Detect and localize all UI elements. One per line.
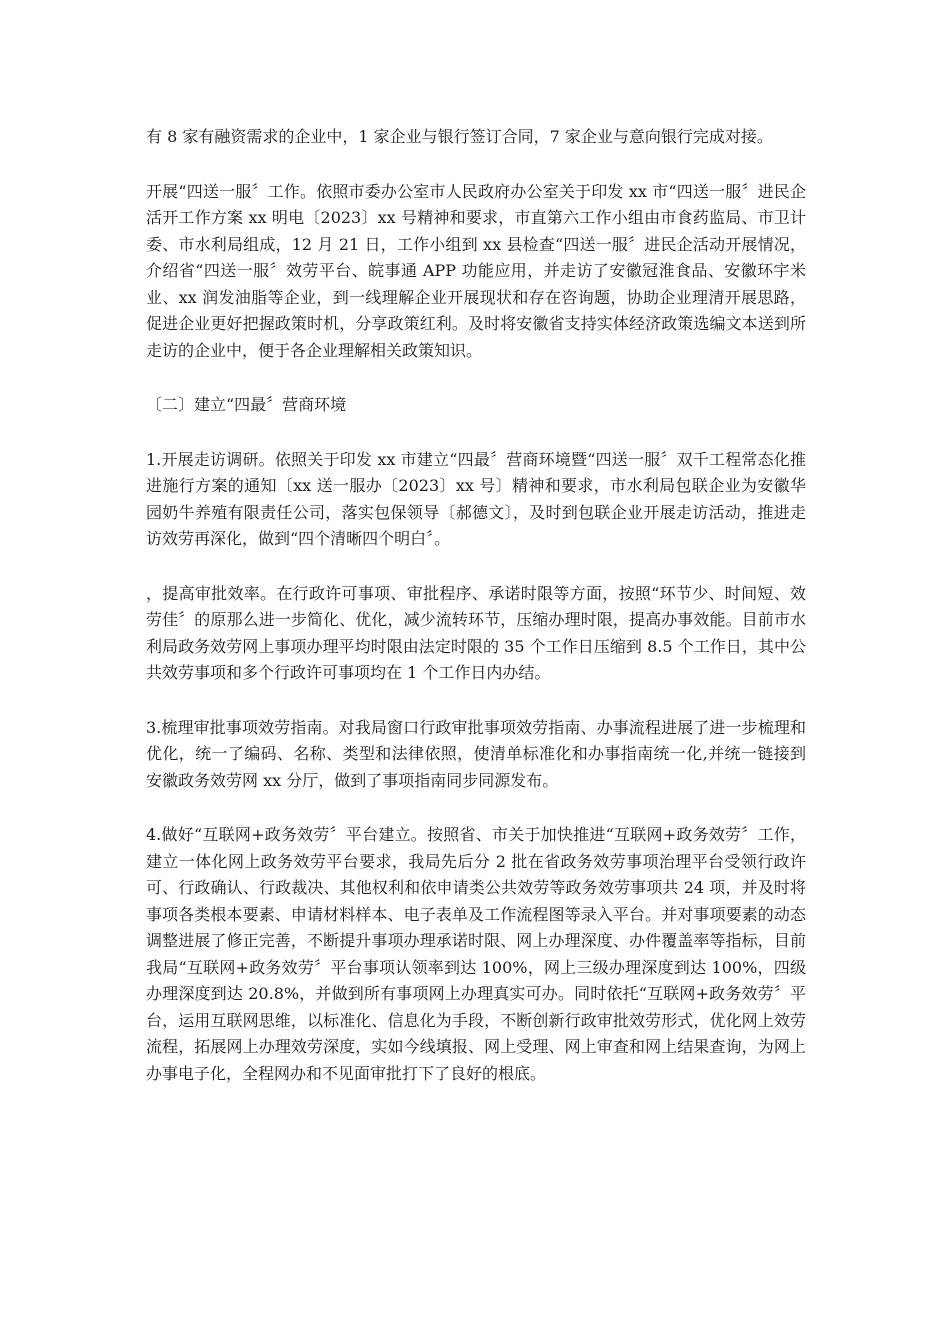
paragraph-item-3-service-guide: 3.梳理审批事项效劳指南。对我局窗口行政审批事项效劳指南、办事流程进展了进一步梳理和优化，统一了编码、名称、类型和法律依照，使清单标准化和办事指南统一化,并统一链接到安徽政务效劳网 xx 分厅，做到了事项指南同步同源发布。 [146, 717, 806, 790]
paragraph-four-send-one-service: 开展“四送一服〞工作。依照市委办公室市人民政府办公室关于印发 xx 市“四送一服〞进民企活开工作方案 xx 明电〔2023〕xx 号精神和要求，市直第六工作小组由市食药监局、市卫计委、市水利局组成，12 月 21 日，工作小组到 xx 县检查“四送一服〞进民企活动开展情况，介绍省“四送一服〞效劳平台、皖事通 APP 功能应用，并走访了安徽冠淮食品、安徽环宇米业、xx 润发油脂等企业，到一线理解企业开展现状和存在咨询题，协助企业理清开展思路，促进企业更好把握政策时机，分享政策红利。及时将安徽省支持实体经济政策选编文本送到所走访的企业中，便于各企业理解相关政策知识。 [146, 181, 806, 360]
paragraph-item-1-visits: 1.开展走访调研。依照关于印发 xx 市建立“四最〞营商环境暨“四送一服〞双千工程常态化推进施行方案的通知〔xx 送一服办〔2023〕xx 号〕精神和要求，市水利局包联企业为安徽华园奶牛养殖有限责任公司，落实包保领导〔郝德文〕，及时到包联企业开展走访活动，推进走访效劳再深化，做到“四个清晰四个明白〞。 [146, 449, 806, 548]
paragraph-item-4-internet-platform: 4.做好“互联网+政务效劳〞平台建立。按照省、市关于加快推进“互联网+政务效劳〞工作，建立一体化网上政务效劳平台要求，我局先后分 2 批在省政务效劳事项治理平台受领行政许可、行政确认、行政裁决、其他权利和依申请类公共效劳等政务效劳事项共 24 项，并及时将事项各类根本要素、申请材料样本、电子表单及工作流程图等录入平台。并对事项要素的动态调整进展了修正完善，不断提升事项办理承诺时限、网上办理深度、办件覆盖率等指标，目前我局“互联网+政务效劳〞平台事项认领率到达 100%，网上三级办理深度到达 100%，四级办理深度到达 20.8%，并做到所有事项网上办理真实可办。同时依托“互联网+政务效劳〞平台，运用互联网思维，以标准化、信息化为手段，不断创新行政审批效劳形式，优化网上效劳流程，拓展网上办理效劳深度，实如今线填报、网上受理、网上审查和网上结果查询，为网上办事电子化，全程网办和不见面审批打下了良好的根底。 [146, 825, 806, 1083]
paragraph-item-2-efficiency: ，提高审批效率。在行政许可事项、审批程序、承诺时限等方面，按照“环节少、时间短、效劳佳〞的原那么进一步简化、优化，减少流转环节，压缩办理时限，提高办事效能。目前市水利局政务效劳网上事项办理平均时限由法定时限的 35 个工作日压缩到 8.5 个工作日，其中公共效劳事项和多个行政许可事项均在 1 个工作日内办结。 [146, 583, 806, 682]
paragraph-financing-result: 有 8 家有融资需求的企业中，1 家企业与银行签订合同，7 家企业与意向银行完成对接。 [146, 127, 773, 146]
document-page [146, 124, 806, 1115]
section-heading-business-environment: 〔二〕建立“四最〞营商环境 [146, 395, 347, 414]
